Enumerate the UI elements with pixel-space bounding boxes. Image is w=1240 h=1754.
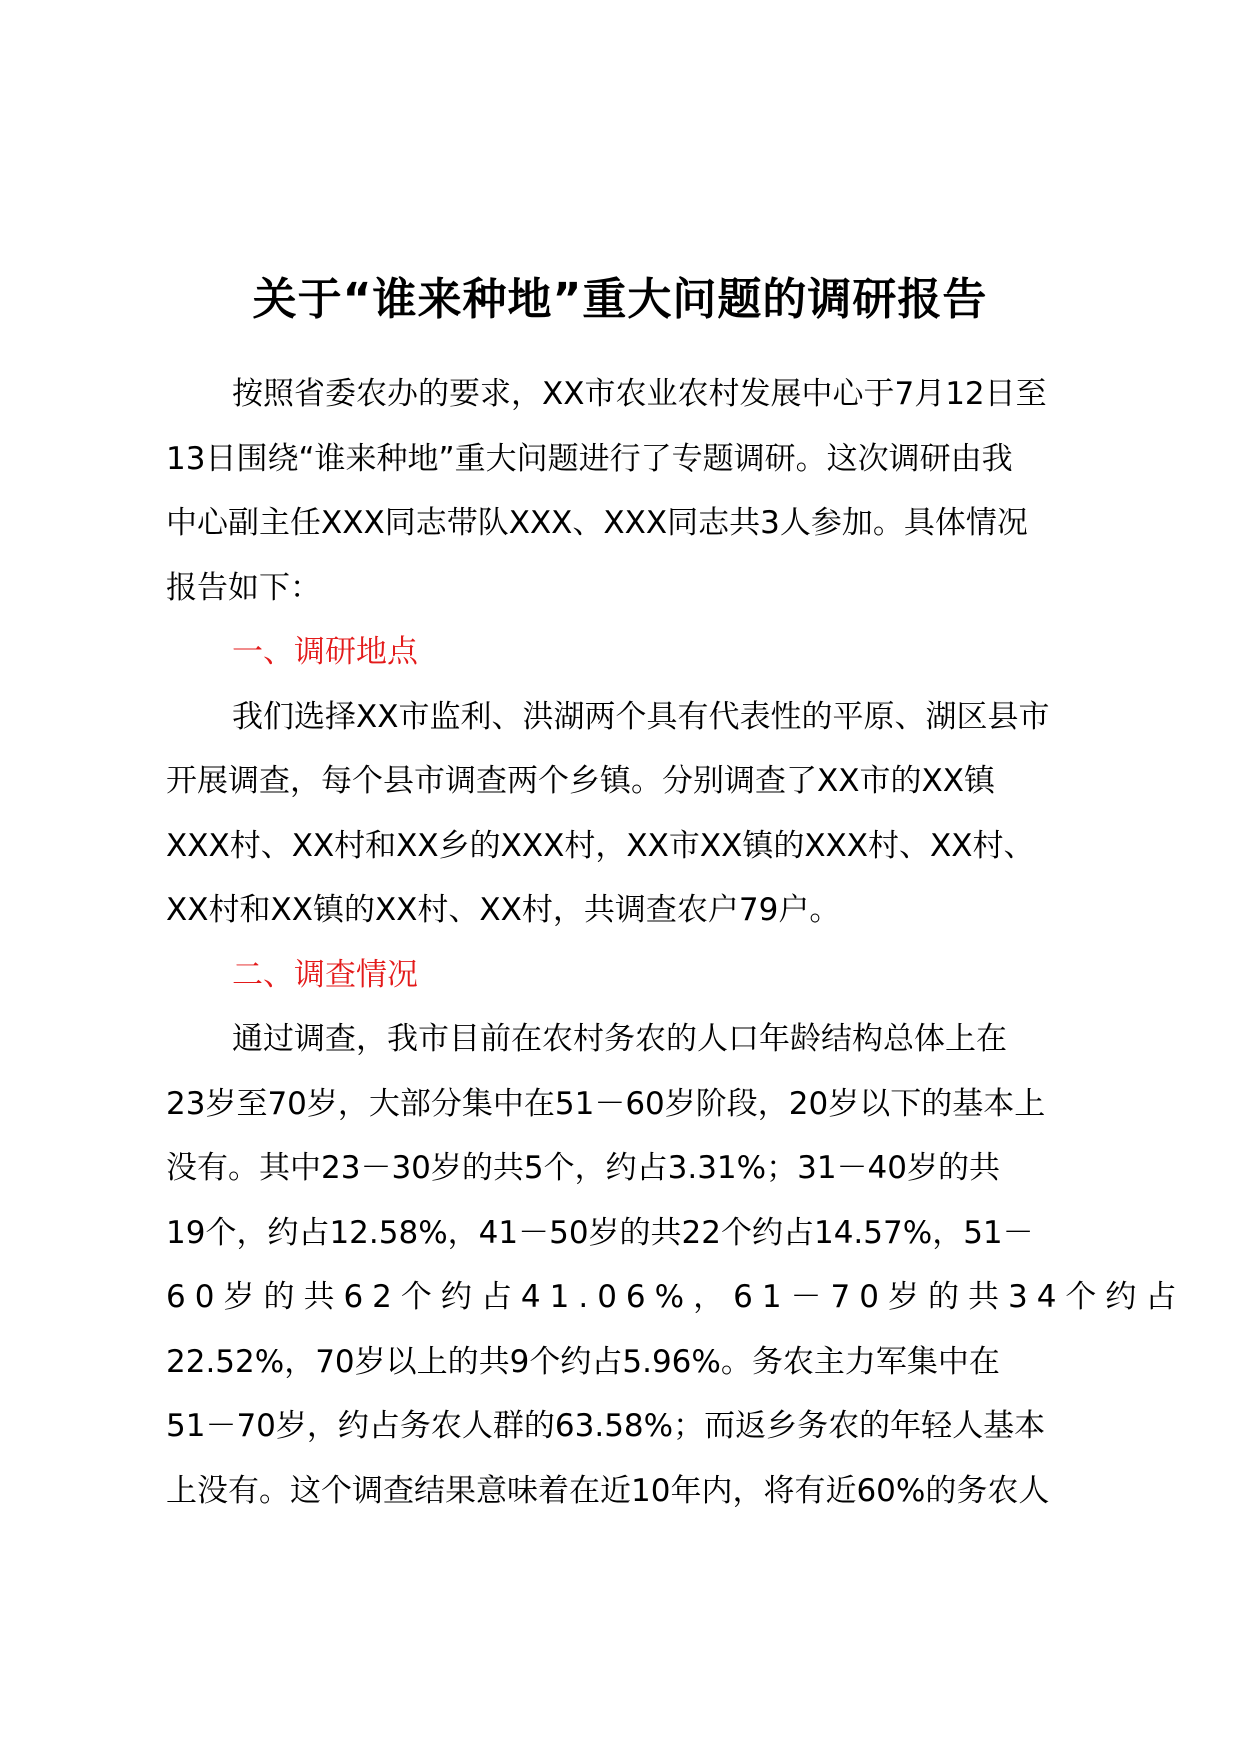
paragraph-2-line-4: XX村和XX镇的XX村、XX村，共调查农户79户。 — [166, 892, 841, 928]
paragraph-3-line-6: 22.52%，70岁以上的共9个约占5.96%。务农主力军集中在 — [166, 1343, 1000, 1380]
paragraph-1-line-4: 报告如下： — [166, 569, 321, 606]
paragraph-1-line-1: 按照省委农办的要求，XX市农业农村发展中心于7月12日至 — [232, 376, 1047, 412]
paragraph-2-line-1: 我们选择XX市监利、洪湖两个具有代表性的平原、湖区县市 — [232, 698, 1050, 735]
paragraph-3-line-4: 19个，约占12.58%，41－50岁的共22个约占14.57%，51－ — [166, 1214, 1034, 1251]
paragraph-3-line-1: 通过调查，我市目前在农村务农的人口年龄结构总体上在 — [232, 1021, 1007, 1057]
paragraph-3-line-8: 上没有。这个调查结果意味着在近10年内，将有近60%的务农人 — [166, 1472, 1050, 1509]
paragraph-3-line-2: 23岁至70岁，大部分集中在51－60岁阶段，20岁以下的基本上 — [166, 1085, 1046, 1122]
paragraph-3-line-3: 没有。其中23－30岁的共5个，约占3.31%；31－40岁的共 — [166, 1150, 1000, 1186]
paragraph-2-line-2: 开展调查，每个县市调查两个乡镇。分别调查了XX市的XX镇 — [166, 763, 995, 799]
paragraph-1-line-3: 中心副主任XXX同志带队XXX、XXX同志共3人参加。具体情况 — [166, 505, 1028, 541]
paragraph-2-line-3: XXX村、XX村和XX乡的XXX村，XX市XX镇的XXX村、XX村、 — [166, 827, 1035, 864]
document-body — [166, 362, 1186, 1523]
paragraph-3-line-5: 60岁的共62个约占41.06%，61－70岁的共34个约占 — [166, 1279, 1186, 1315]
paragraph-3-line-7: 51－70岁，约占务农人群的63.58%；而返乡务农的年轻人基本 — [166, 1408, 1046, 1444]
section-heading-2: 二、调查情况 — [232, 956, 418, 993]
section-heading-1: 一、调研地点 — [232, 634, 418, 670]
document-title: 关于“谁来种地”重大问题的调研报告 — [252, 274, 988, 325]
paragraph-1-line-2: 13日围绕“谁来种地”重大问题进行了专题调研。这次调研由我 — [166, 440, 1013, 477]
